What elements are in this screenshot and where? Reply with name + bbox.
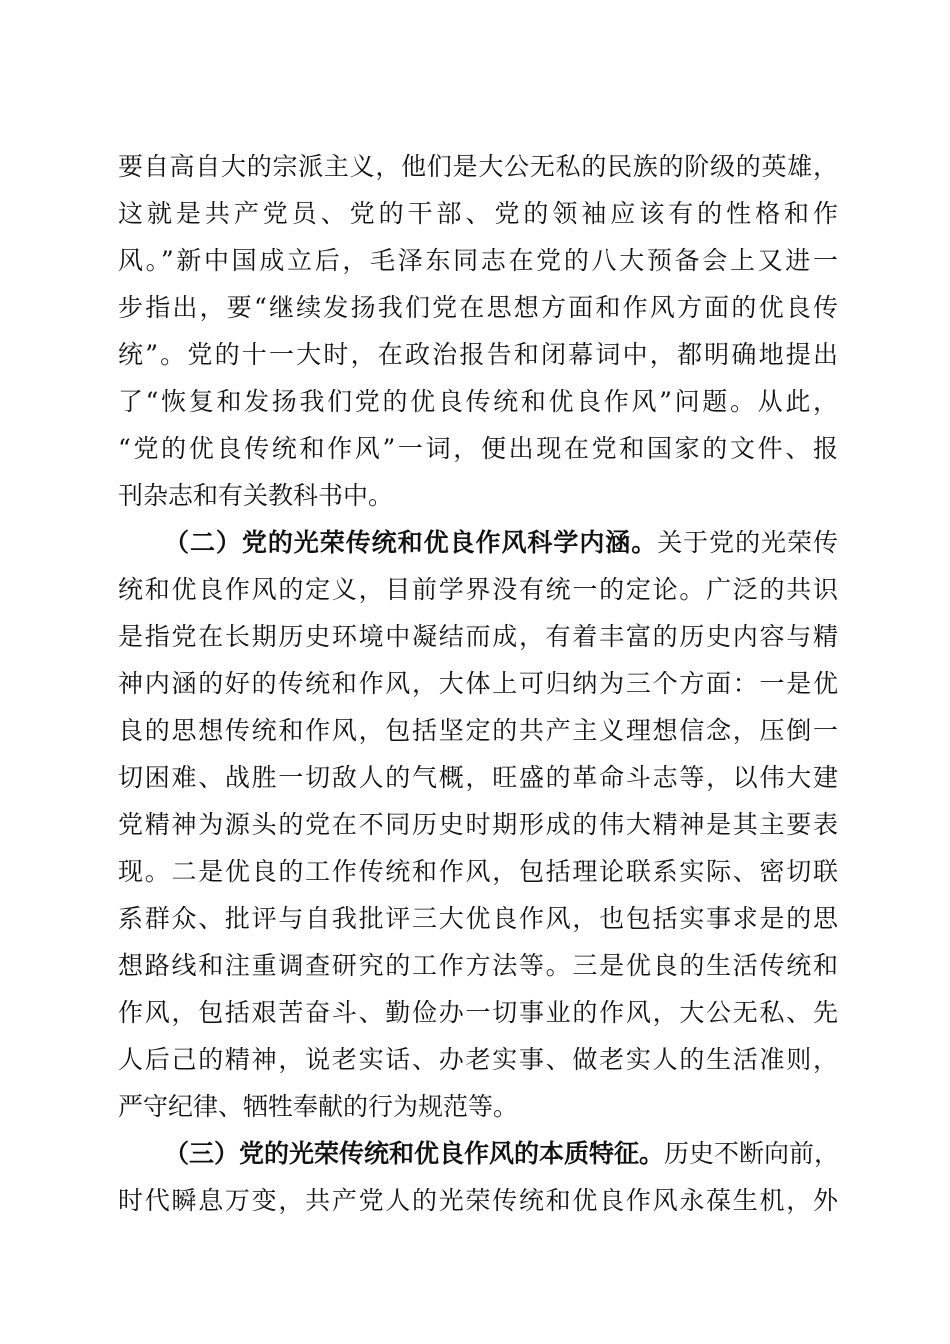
- paragraph-line: 刊杂志和有关教科书中。: [118, 481, 394, 510]
- paragraph-line: 统和优良作风的定义，目前学界没有统一的定论。广泛的共识: [118, 575, 838, 604]
- paragraph-line: “党的优良传统和作风”一词，便出现在党和国家的文件、报: [118, 434, 838, 463]
- paragraph-line: 这就是共产党员、党的干部、党的领袖应该有的性格和作: [118, 199, 838, 228]
- section-heading-line: [164, 1136, 838, 1172]
- heading-line-text: 关于党的光荣传: [657, 528, 838, 557]
- paragraph-line: 作风，包括艰苦奋斗、勤俭办一切事业的作风，大公无私、先: [118, 998, 838, 1027]
- paragraph-line: 神内涵的好的传统和作风，大体上可归纳为三个方面：一是优: [118, 669, 838, 698]
- paragraph-line: 时代瞬息万变，共产党人的光荣传统和优良作风永葆生机，外: [118, 1186, 838, 1215]
- paragraph-line: 现。二是优良的工作传统和作风，包括理论联系实际、密切联: [118, 857, 838, 886]
- paragraph-line: 党精神为源头的党在不同历史时期形成的伟大精神是其主要表: [118, 810, 838, 839]
- paragraph-line: 统”。党的十一大时，在政治报告和闭幕词中，都明确地提出: [118, 340, 838, 369]
- paragraph-line: 切困难、战胜一切敌人的气概，旺盛的革命斗志等，以伟大建: [118, 763, 838, 792]
- paragraph-line: 良的思想传统和作风，包括坚定的共产主义理想信念，压倒一: [118, 716, 838, 745]
- paragraph-line: 风。”新中国成立后，毛泽东同志在党的八大预备会上又进一: [118, 246, 838, 275]
- paragraph-line: 了“恢复和发扬我们党的优良传统和优良作风”问题。从此，: [118, 387, 838, 416]
- section-heading-3: （三）党的光荣传统和优良作风的本质特征。: [164, 1139, 665, 1168]
- section-heading-line: [164, 525, 838, 561]
- paragraph-line: 想路线和注重调查研究的工作方法等。三是优良的生活传统和: [118, 951, 838, 980]
- heading-line-text: 历史不断向前，: [664, 1139, 840, 1168]
- paragraph-line: 是指党在长期历史环境中凝结而成，有着丰富的历史内容与精: [118, 622, 838, 651]
- section-heading-2: （二）党的光荣传统和优良作风科学内涵。: [164, 528, 658, 557]
- paragraph-line: 人后己的精神，说老实话、办老实事、做老实人的生活准则，: [118, 1045, 838, 1074]
- paragraph-line: 严守纪律、牺牲奉献的行为规范等。: [118, 1092, 519, 1121]
- paragraph-line: 步指出，要“继续发扬我们党在思想方面和作风方面的优良传: [118, 293, 838, 322]
- paragraph-line: 要自高自大的宗派主义，他们是大公无私的民族的阶级的英雄，: [118, 152, 838, 181]
- paragraph-line: 系群众、批评与自我批评三大优良作风，也包括实事求是的思: [118, 904, 838, 933]
